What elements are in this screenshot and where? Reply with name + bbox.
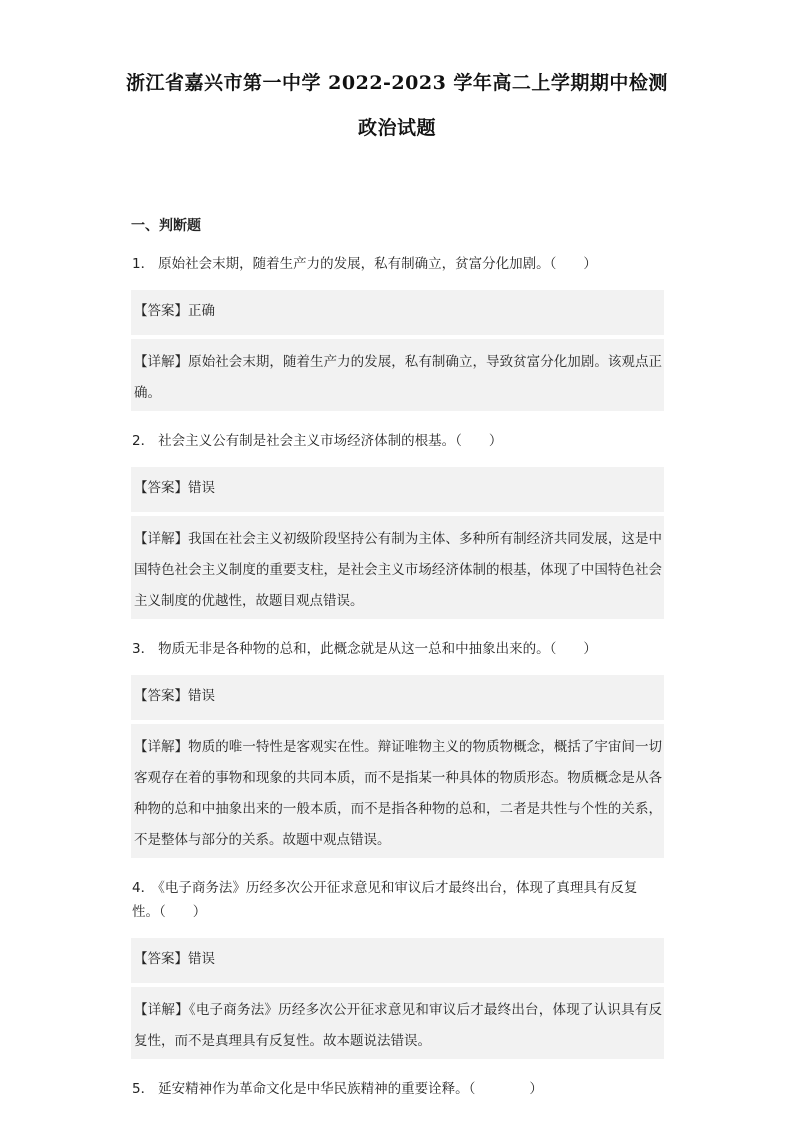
document-title: 浙江省嘉兴市第一中学 2022-2023 学年高二上学期期中检测 (126, 72, 668, 94)
detail-tag: 【详解】 (134, 1002, 189, 1018)
question-stem (131, 252, 664, 276)
answer-value: 正确 (188, 303, 215, 319)
question-number: 1． (132, 256, 155, 272)
answer-box (131, 938, 664, 983)
question-number: 4． (132, 880, 155, 896)
detail-box (131, 987, 664, 1059)
detail-text: 物质的唯一特性是客观实在性。辩证唯物主义的物质物概念，概括了宇宙间一切客观存在着的事物和现象的共同本质，而不是指某一种具体的物质形态。物质概念是从各种物的总和中抽象出来的一般本质，而不是指各种物的总和，二者是共性与个性的关系，不是整体与部分的关系。故题中观点错误。 (134, 739, 663, 848)
answer-tag: 【答案】 (134, 480, 188, 496)
answer-box (131, 290, 664, 335)
document-subtitle: 政治试题 (357, 117, 436, 139)
detail-box (131, 516, 664, 619)
question-stem (131, 876, 664, 924)
question-text: 原始社会末期，随着生产力的发展，私有制确立，贫富分化加剧。（ ） (158, 256, 597, 272)
answer-tag: 【答案】 (134, 303, 188, 319)
detail-box (131, 339, 664, 411)
answer-box (131, 467, 664, 512)
detail-tag: 【详解】 (134, 531, 189, 547)
question-number: 5． (132, 1081, 155, 1097)
question-stem (131, 429, 664, 453)
detail-tag: 【详解】 (134, 739, 189, 755)
section-heading: 一、判断题 (131, 218, 201, 234)
answer-tag: 【答案】 (134, 951, 188, 967)
question-stem (131, 1077, 664, 1101)
question-list (131, 252, 664, 1101)
question-number: 2． (132, 433, 155, 449)
question-stem (131, 637, 664, 661)
question-text: 延安精神作为革命文化是中华民族精神的重要诠释。（ ） (158, 1081, 543, 1097)
detail-text: 我国在社会主义初级阶段坚持公有制为主体、多种所有制经济共同发展，这是中国特色社会主义制度的重要支柱，是社会主义市场经济体制的根基，体现了中国特色社会主义制度的优越性，故题目观点错误。 (134, 531, 663, 609)
question-number: 3． (132, 641, 155, 657)
question-text: 《电子商务法》历经多次公开征求意见和审议后才最终出台，体现了真理具有反复性。（ ） (132, 880, 638, 920)
answer-value: 错误 (188, 480, 215, 496)
detail-box (131, 724, 664, 858)
answer-value: 错误 (188, 688, 215, 704)
detail-text: 《电子商务法》历经多次公开征求意见和审议后才最终出台，体现了认识具有反复性，而不是真理具有反复性。故本题说法错误。 (134, 1002, 663, 1049)
detail-tag: 【详解】 (134, 354, 189, 370)
answer-value: 错误 (188, 951, 215, 967)
detail-text: 原始社会末期，随着生产力的发展，私有制确立，导致贫富分化加剧。该观点正确。 (134, 354, 663, 401)
answer-box (131, 675, 664, 720)
question-text: 社会主义公有制是社会主义市场经济体制的根基。（ ） (158, 433, 503, 449)
question-text: 物质无非是各种物的总和，此概念就是从这一总和中抽象出来的。（ ） (158, 641, 597, 657)
answer-tag: 【答案】 (134, 688, 188, 704)
